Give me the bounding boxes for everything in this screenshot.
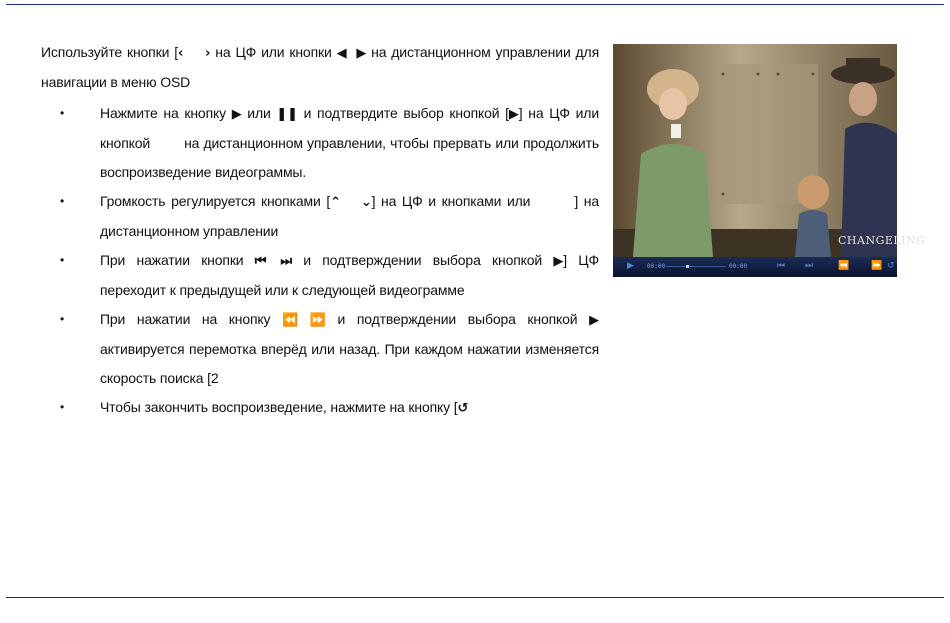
bullet-text: Нажмите на кнопку — [100, 105, 232, 121]
bullet-icon: • — [60, 400, 65, 414]
bullet-text: активируется перемотка вперёд или назад. При каждом нажатии изменяется скорость поиска [2 — [100, 341, 599, 386]
bullet-text: При нажатии на кнопку — [100, 311, 283, 327]
bullet-list — [41, 99, 599, 423]
header-rule — [6, 4, 944, 5]
bullet-text: При нажатии кнопки — [100, 252, 255, 268]
bullet-text: ] на ЦФ и кнопками или — [371, 193, 531, 209]
footer-rule — [6, 597, 944, 598]
movie-still-image — [613, 44, 897, 257]
rewind-button[interactable]: ⏪ — [838, 261, 850, 271]
bullet-text: или — [241, 105, 277, 121]
bullet-text: Громкость регулируется кнопками [ — [100, 193, 331, 209]
chevron-down-icon: ⌄ — [360, 195, 372, 210]
previous-icon: ⏮ — [254, 254, 267, 269]
fast-forward-button[interactable]: ⏩ — [871, 261, 883, 271]
bullet-icon: • — [60, 106, 65, 120]
list-item — [41, 393, 599, 423]
play-icon: ▶ — [589, 313, 599, 328]
list-item — [41, 99, 599, 187]
chevron-up-icon: ⌃ — [330, 195, 341, 210]
bullet-text: ] ЦФ переходит к предыдущей или к следующей видеограмме — [100, 252, 599, 298]
seek-knob[interactable] — [686, 265, 689, 268]
play-icon: ▶ — [231, 107, 242, 122]
pause-icon: ❚❚ — [276, 107, 298, 122]
seek-bar[interactable] — [666, 266, 726, 267]
intro-text-3: на дистанционном управлении для навигации в меню OSD — [41, 44, 600, 90]
next-icon: ⏭ — [280, 254, 292, 269]
play-icon: ▶ — [553, 254, 564, 269]
play-icon: ▶ — [508, 107, 519, 122]
fast-forward-icon: ⏩ — [309, 313, 326, 328]
bullet-text: на дистанционном управлении, чтобы прервать или продолжить воспроизведение видеограммы. — [100, 135, 599, 180]
return-button[interactable]: ↺ — [887, 261, 895, 271]
player-control-bar — [613, 257, 897, 277]
chevron-right-icon: › — [205, 46, 211, 61]
arrow-left-icon: ◀ — [336, 46, 347, 61]
bullet-icon: • — [60, 194, 65, 208]
arrow-right-icon: ▶ — [356, 46, 367, 61]
bullet-text: и подтверждении выбора кнопкой — [291, 252, 554, 268]
intro-text-1: Используйте кнопки [ — [41, 44, 178, 60]
previous-button[interactable]: ⏮ — [777, 261, 786, 271]
bullet-text: ] на ЦФ или кнопкой — [100, 105, 599, 151]
bullet-text: и подтвердите выбор кнопкой [ — [297, 105, 509, 121]
bullet-text: Чтобы закончить воспроизведение, нажмите на кнопку [ — [100, 399, 458, 415]
list-item — [41, 187, 599, 246]
movie-title: CHANGELING — [838, 234, 926, 247]
bullet-text: ] на дистанционном управлении — [100, 193, 599, 239]
bullet-text: и подтверждении выбора кнопкой — [325, 311, 590, 327]
list-item — [41, 246, 599, 305]
rewind-icon: ⏪ — [282, 313, 299, 328]
intro-text-2: на ЦФ или кнопки — [210, 44, 337, 60]
bullet-icon: • — [60, 253, 65, 267]
elapsed-time: 00:00 — [647, 263, 666, 270]
video-player-screenshot — [613, 44, 926, 277]
return-icon: ↺ — [457, 401, 469, 416]
list-item — [41, 305, 599, 393]
bullet-icon: • — [60, 312, 65, 326]
intro-paragraph — [41, 38, 599, 97]
instructions — [41, 38, 599, 423]
next-button[interactable]: ⏭ — [805, 261, 814, 271]
play-button[interactable]: ▶ — [627, 261, 634, 271]
chevron-left-icon: ‹ — [177, 46, 184, 61]
total-time: 00:00 — [729, 263, 748, 270]
